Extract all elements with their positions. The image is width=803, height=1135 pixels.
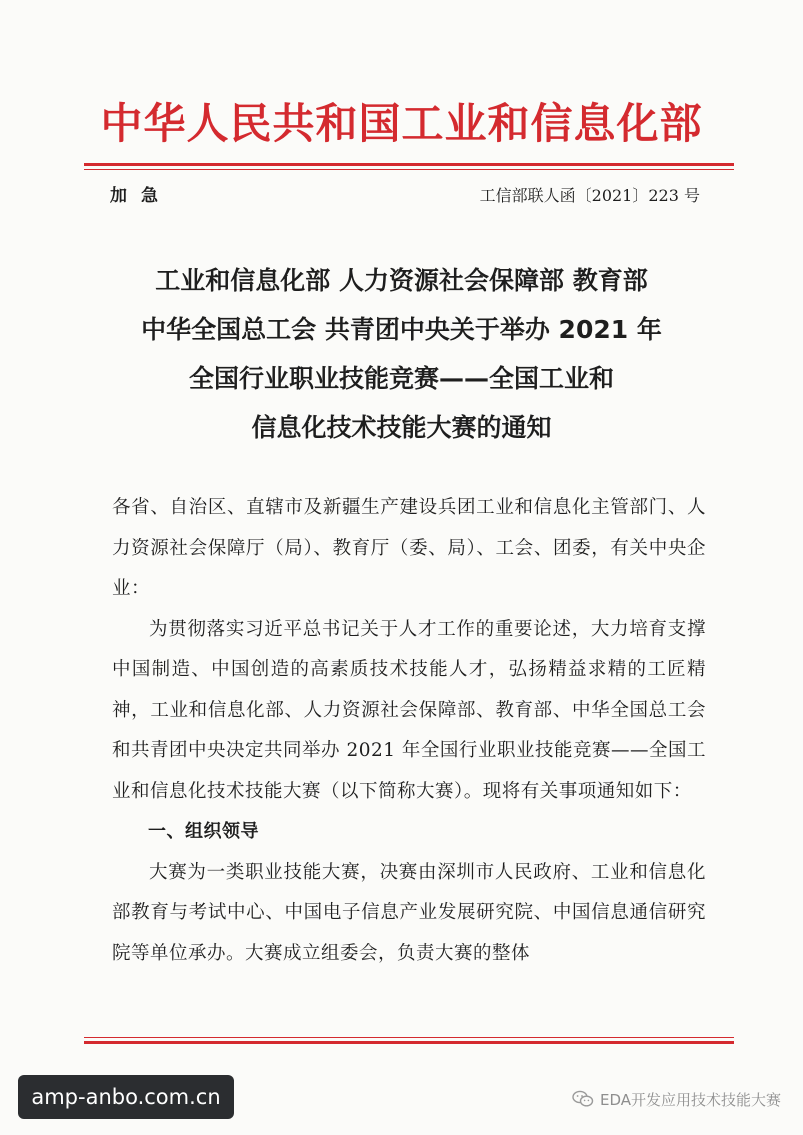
title-line-3: 全国行业职业技能竞赛——全国工业和 [188, 364, 614, 393]
wechat-watermark [572, 1087, 781, 1111]
footer-red-rule-thin [84, 1037, 734, 1038]
section-1-heading: 一、组织领导 [148, 821, 259, 842]
footer-red-rule-thick [84, 1041, 734, 1044]
intro-paragraph: 为贯彻落实习近平总书记关于人才工作的重要论述，大力培育支撑中国制造、中国创造的高素质技术技能人才，弘扬精益求精的工匠精神，工业和信息化部、人力资源社会保障部、教育部、中华全国总工会和共青团中央决定共同举办 2021 年全国行业职业技能竞赛——全国工业和信息化技术技能大赛（以下简称大赛）。现将有关事项通知如下： [112, 618, 706, 802]
wechat-icon [572, 1090, 594, 1108]
title-line-1: 工业和信息化部 人力资源社会保障部 教育部 [155, 266, 648, 295]
section-1-paragraph: 大赛为一类职业技能大赛，决赛由深圳市人民政府、工业和信息化部教育与考试中心、中国电子信息产业发展研究院、中国信息通信研究院等单位承办。大赛成立组委会，负责大赛的整体 [112, 861, 706, 964]
site-watermark-badge: amp-anbo.com.cn [18, 1075, 234, 1119]
title-line-4: 信息化技术技能大赛的通知 [251, 413, 552, 442]
document-number: 工信部联人函〔2021〕223 号 [479, 186, 700, 205]
addressees-paragraph: 各省、自治区、直辖市及新疆生产建设兵团工业和信息化主管部门、人力资源社会保障厅（局）、教育厅（委、局）、工会、团委，有关中央企业： [112, 497, 706, 599]
title-line-2: 中华全国总工会 共青团中央关于举办 2021 年 [141, 315, 662, 344]
issuer-masthead: 中华人民共和国工业和信息化部 [100, 99, 703, 148]
header-red-rule-thin [84, 169, 734, 170]
notice-body [112, 488, 706, 1014]
header-red-rule-thick [84, 163, 734, 166]
wechat-account-name: EDA开发应用技术技能大赛 [599, 1090, 781, 1109]
notice-title [90, 256, 713, 452]
urgency-label: 加急 [110, 186, 172, 206]
